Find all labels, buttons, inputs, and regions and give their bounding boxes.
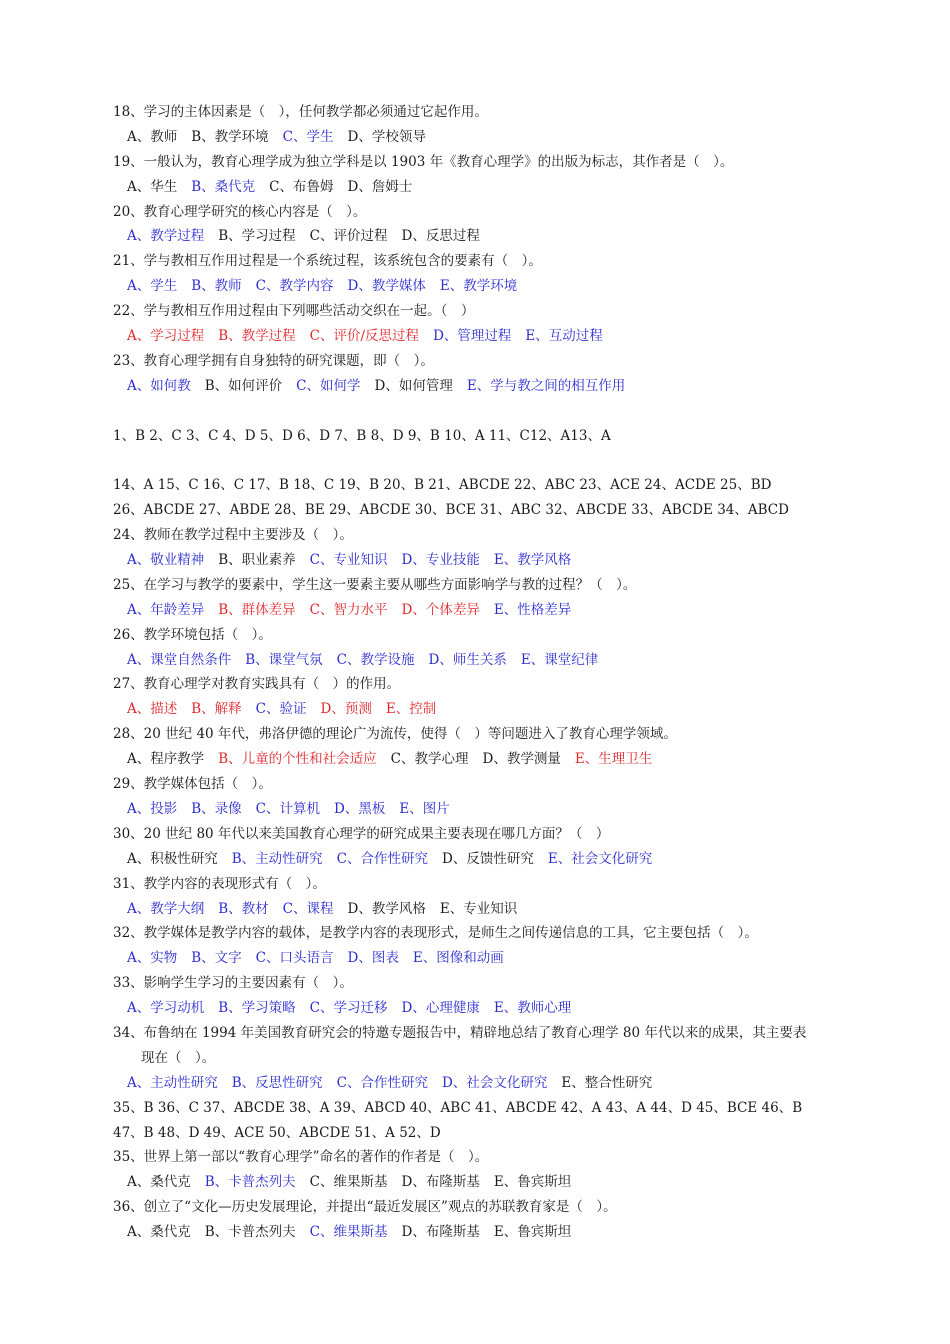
answer-options — [113, 175, 843, 200]
answer-option: E、鲁宾斯坦 — [493, 1174, 572, 1191]
answer-option: B、教材 — [218, 900, 269, 917]
answer-option: A、主动性研究 — [127, 1074, 218, 1091]
question-text: 32、教学媒体是教学内容的载体，是教学内容的表现形式，是师生之间传递信息的工具，它主要包括（ ）。 — [113, 925, 758, 942]
answer-option: A、投影 — [127, 800, 178, 817]
answer-option: C、学生 — [282, 128, 334, 145]
answer-options — [113, 224, 843, 249]
answer-option: D、心理健康 — [401, 1000, 480, 1017]
question-text: 27、教育心理学对教育实践具有（ ）的作用。 — [113, 676, 401, 693]
answer-option: A、学生 — [127, 278, 178, 295]
answer-options — [113, 697, 843, 722]
answer-option: C、维果斯基 — [309, 1174, 388, 1191]
answer-key-line: 35、B 36、C 37、ABCDE 38、A 39、ABCD 40、ABC 41、ABCDE 42、A 43、A 44、D 45、BCE 46、B — [113, 1099, 803, 1116]
answer-option: C、专业知识 — [309, 552, 388, 569]
answer-options — [113, 1220, 843, 1245]
answer-options — [113, 797, 843, 822]
answer-option: E、生理卫生 — [574, 751, 653, 768]
answer-option: B、群体差异 — [218, 601, 296, 618]
answer-key-line: 26、ABCDE 27、ABDE 28、BE 29、ABCDE 30、BCE 31、ABC 32、ABCDE 33、ABCDE 34、ABCD — [113, 502, 789, 519]
answer-option: E、性格差异 — [493, 601, 572, 618]
answer-option: C、合作性研究 — [336, 1074, 429, 1091]
answer-option: B、学习策略 — [218, 1000, 296, 1017]
answer-options — [113, 125, 843, 150]
question-text: 36、创立了“文化—历史发展理论，并提出“最近发展区”观点的苏联教育家是（ ）。 — [113, 1199, 617, 1216]
answer-option: E、图像和动画 — [412, 950, 504, 967]
answer-option: C、教学内容 — [255, 278, 334, 295]
answer-option: B、文字 — [191, 950, 242, 967]
answer-option: B、学习过程 — [218, 228, 296, 245]
answer-option: E、控制 — [385, 701, 437, 718]
answer-option: A、学习动机 — [127, 1000, 205, 1017]
question-text: 21、学与教相互作用过程是一个系统过程，该系统包含的要素有（ ）。 — [113, 253, 542, 270]
answer-option: B、解释 — [191, 701, 242, 718]
answer-option: A、年龄差异 — [127, 601, 205, 618]
question-text: 22、学与教相互作用过程由下列哪些活动交织在一起。（ ） — [113, 303, 475, 320]
answer-option: D、个体差异 — [401, 601, 480, 618]
answer-options — [113, 946, 843, 971]
question-text: 24、教师在教学过程中主要涉及（ ）。 — [113, 527, 353, 544]
answer-option: C、智力水平 — [309, 601, 388, 618]
answer-option: C、布鲁姆 — [269, 178, 334, 195]
answer-option: D、教学媒体 — [347, 278, 426, 295]
answer-option: C、学习迁移 — [309, 1000, 388, 1017]
answer-option: D、教学风格 — [347, 900, 426, 917]
question-text: 28、20 世纪 40 年代，弗洛伊德的理论广为流传，使得（ ）等问题进入了教育心理学领域。 — [113, 726, 677, 743]
answer-option: A、桑代克 — [127, 1174, 191, 1191]
answer-option: B、录像 — [191, 800, 242, 817]
answer-option: D、图表 — [347, 950, 399, 967]
answer-option: C、教学心理 — [390, 751, 469, 768]
answer-option: A、敬业精神 — [127, 552, 205, 569]
question-text: 25、在学习与教学的要素中，学生这一要素主要从哪些方面影响学与教的过程？（ ）。 — [113, 576, 637, 593]
answer-option: D、布隆斯基 — [401, 1174, 480, 1191]
answer-option: B、职业素养 — [218, 552, 296, 569]
answer-options — [113, 374, 843, 399]
answer-key-line: 1、B 2、C 3、C 4、D 5、D 6、D 7、B 8、D 9、B 10、A 11、C12、A13、A — [113, 427, 611, 444]
answer-options — [113, 996, 843, 1021]
answer-option: C、教学设施 — [336, 651, 415, 668]
answer-option: B、儿童的个性和社会适应 — [218, 751, 377, 768]
question-text: 26、教学环境包括（ ）。 — [113, 626, 272, 643]
answer-option: C、评价过程 — [309, 228, 388, 245]
answer-option: A、华生 — [127, 178, 178, 195]
answer-option: D、布隆斯基 — [401, 1224, 480, 1241]
answer-option: E、课堂纪律 — [520, 651, 599, 668]
answer-options — [113, 1071, 843, 1096]
answer-option: D、詹姆士 — [347, 178, 413, 195]
answer-option: A、学习过程 — [127, 328, 205, 345]
answer-option: B、卡普杰列夫 — [204, 1224, 296, 1241]
question-text: 29、教学媒体包括（ ）。 — [113, 776, 272, 793]
answer-key-line: 47、B 48、D 49、ACE 50、ABCDE 51、A 52、D — [113, 1124, 441, 1141]
answer-option: B、课堂气氛 — [245, 651, 323, 668]
answer-option: A、教学大纲 — [127, 900, 205, 917]
answer-option: D、反馈性研究 — [442, 850, 534, 867]
question-continuation: 现在（ ）。 — [141, 1049, 216, 1066]
answer-option: C、合作性研究 — [336, 850, 429, 867]
question-text: 23、教育心理学拥有自身独特的研究课题，即（ ）。 — [113, 352, 434, 369]
document-content — [113, 100, 843, 1245]
question-text: 34、布鲁纳在 1994 年美国教育研究会的特邀专题报告中，精辟地总结了教育心理学 80 年代以来的成果，其主要表 — [113, 1024, 807, 1041]
answer-option: E、专业知识 — [439, 900, 518, 917]
answer-option: E、图片 — [399, 800, 450, 817]
answer-options — [113, 598, 843, 623]
answer-option: D、管理过程 — [433, 328, 512, 345]
question-text: 19、一般认为，教育心理学成为独立学科是以 1903 年《教育心理学》的出版为标志，其作者是（ ）。 — [113, 153, 734, 170]
answer-option: A、课堂自然条件 — [127, 651, 232, 668]
answer-option: B、教师 — [191, 278, 242, 295]
answer-option: C、课程 — [282, 900, 334, 917]
answer-option: A、描述 — [127, 701, 178, 718]
blank-line — [113, 448, 843, 473]
answer-options — [113, 847, 843, 872]
answer-option: B、教学过程 — [218, 328, 296, 345]
answer-options — [113, 1170, 843, 1195]
answer-option: D、预测 — [320, 701, 372, 718]
answer-option: C、计算机 — [255, 800, 321, 817]
blank-line — [113, 399, 843, 424]
answer-option: B、主动性研究 — [231, 850, 323, 867]
answer-option: E、教师心理 — [493, 1000, 572, 1017]
answer-option: A、教师 — [127, 128, 178, 145]
answer-option: A、如何教 — [127, 377, 191, 394]
answer-option: D、社会文化研究 — [442, 1074, 548, 1091]
answer-options — [113, 548, 843, 573]
answer-option: D、专业技能 — [401, 552, 480, 569]
answer-option: A、积极性研究 — [127, 850, 218, 867]
answer-options — [113, 274, 843, 299]
question-text: 33、影响学生学习的主要因素有（ ）。 — [113, 975, 353, 992]
answer-option: B、如何评价 — [204, 377, 283, 394]
answer-options — [113, 897, 843, 922]
answer-option: B、桑代克 — [191, 178, 256, 195]
answer-option: E、学与教之间的相互作用 — [466, 377, 626, 394]
answer-option: D、如何管理 — [374, 377, 453, 394]
answer-option: E、社会文化研究 — [547, 850, 653, 867]
answer-option: D、师生关系 — [428, 651, 507, 668]
answer-option: A、程序教学 — [127, 751, 205, 768]
answer-option: E、鲁宾斯坦 — [493, 1224, 572, 1241]
answer-options — [113, 747, 843, 772]
answer-option: E、教学风格 — [493, 552, 572, 569]
answer-options — [113, 324, 843, 349]
answer-option: E、整合性研究 — [561, 1074, 653, 1091]
answer-option: C、口头语言 — [255, 950, 334, 967]
answer-option: D、学校领导 — [347, 128, 426, 145]
answer-option: E、互动过程 — [525, 328, 603, 345]
answer-option: D、反思过程 — [401, 228, 480, 245]
question-text: 20、教育心理学研究的核心内容是（ ）。 — [113, 203, 367, 220]
answer-option: B、反思性研究 — [231, 1074, 323, 1091]
question-text: 18、学习的主体因素是（ ），任何教学都必须通过它起作用。 — [113, 104, 488, 120]
question-text: 30、20 世纪 80 年代以来美国教育心理学的研究成果主要表现在哪几方面？（ ） — [113, 825, 610, 842]
answer-key-line: 14、A 15、C 16、C 17、B 18、C 19、B 20、B 21、ABCDE 22、ABC 23、ACE 24、ACDE 25、BD — [113, 477, 772, 494]
answer-option: A、桑代克 — [127, 1224, 191, 1241]
answer-option: C、验证 — [255, 701, 307, 718]
answer-option: A、教学过程 — [127, 228, 205, 245]
answer-option: D、黑板 — [334, 800, 386, 817]
answer-option: C、评价/反思过程 — [309, 328, 420, 345]
answer-option: A、实物 — [127, 950, 178, 967]
answer-option: B、卡普杰列夫 — [204, 1174, 296, 1191]
question-text: 35、世界上第一部以“教育心理学”命名的著作的作者是（ ）。 — [113, 1149, 489, 1166]
answer-option: E、教学环境 — [439, 278, 518, 295]
answer-option: B、教学环境 — [191, 128, 269, 145]
answer-option: C、维果斯基 — [309, 1224, 388, 1241]
answer-option: C、如何学 — [296, 377, 361, 394]
question-text: 31、教学内容的表现形式有（ ）。 — [113, 875, 326, 892]
answer-options — [113, 648, 843, 673]
answer-option: D、教学测量 — [482, 751, 561, 768]
